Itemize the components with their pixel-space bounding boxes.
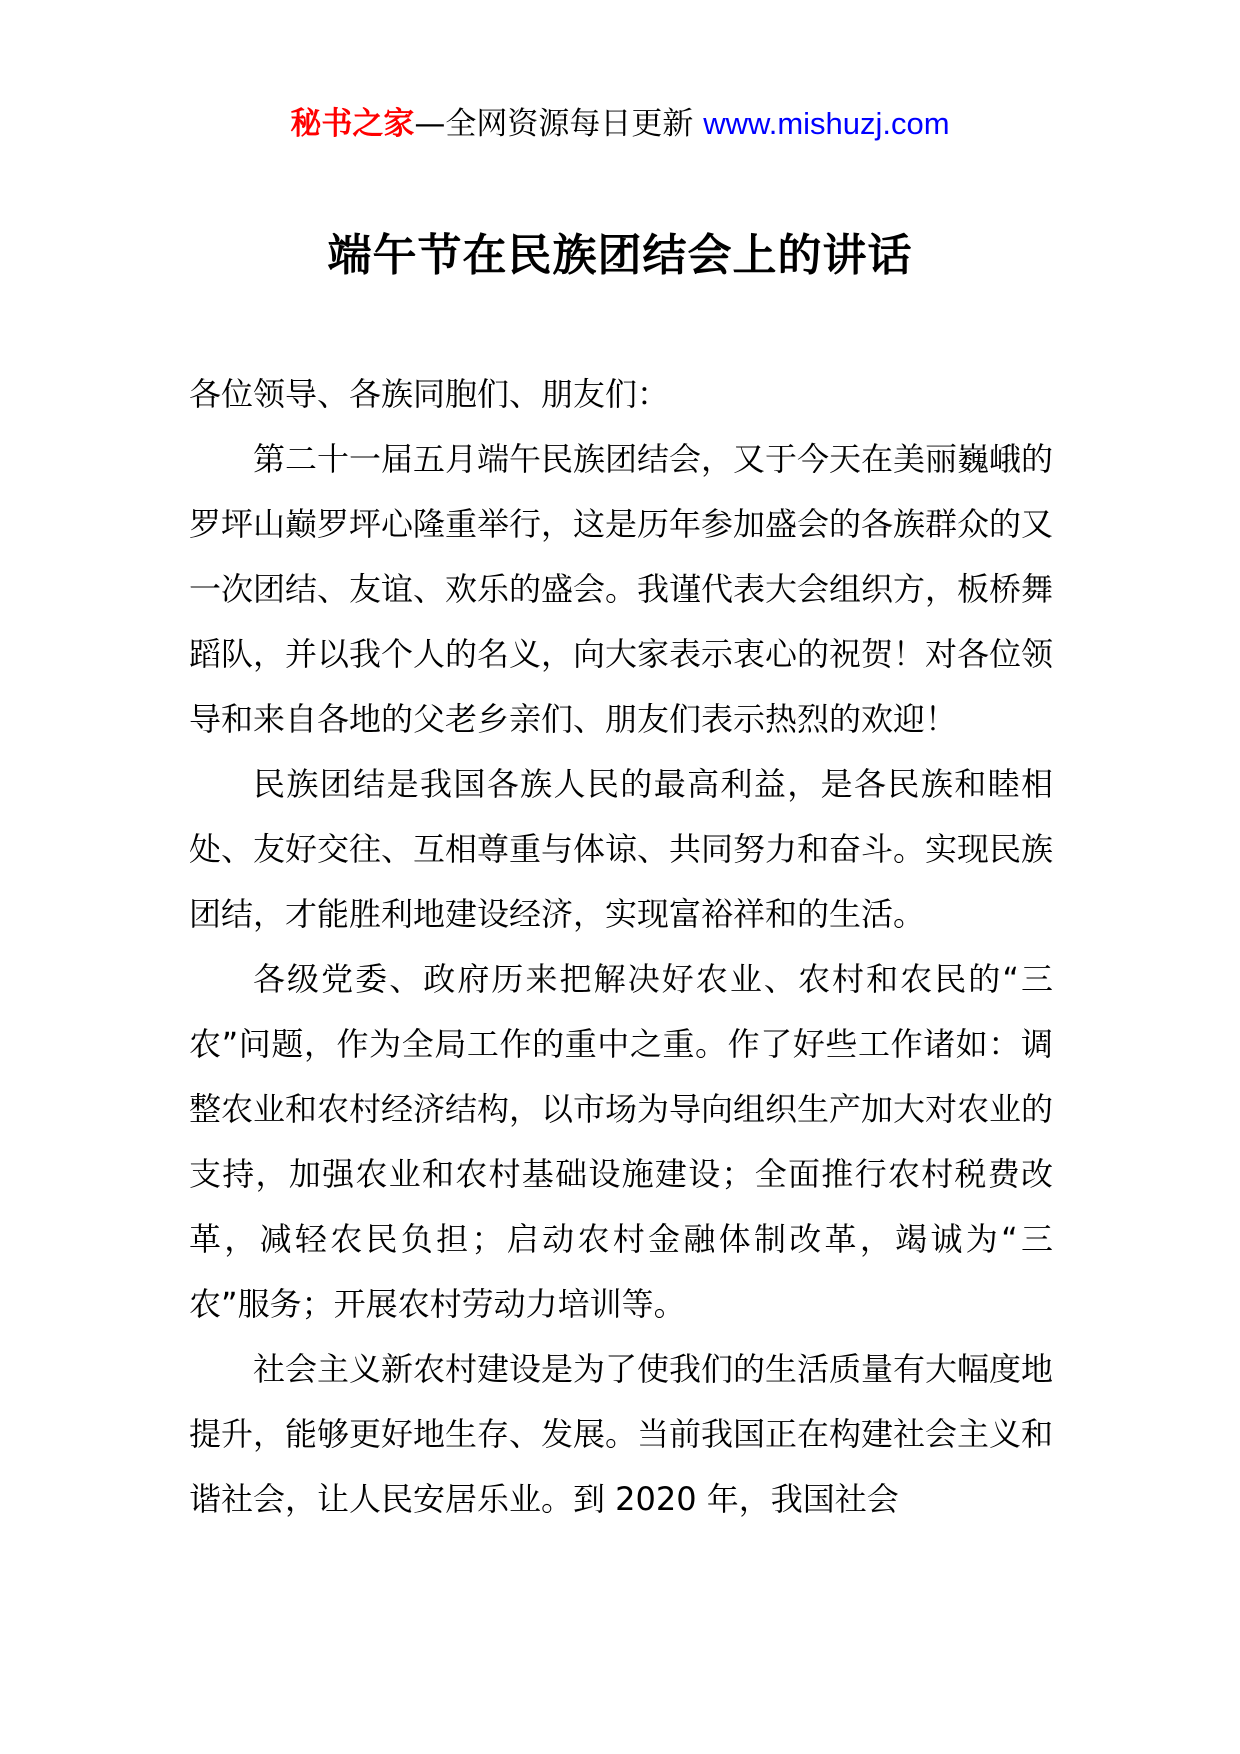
site-brand: 秘书之家 [290, 106, 415, 142]
site-header [0, 100, 1240, 148]
site-tagline: —全网资源每日更新 [414, 106, 704, 142]
paragraph-1: 第二十一届五月端午民族团结会，又于今天在美丽巍峨的罗坪山巅罗坪心隆重举行，这是历年参加盛会的各族群众的又一次团结、友谊、欢乐的盛会。我谨代表大会组织方，板桥舞蹈队，并以我个人的名义，向大家表示衷心的祝贺！对各位领导和来自各地的父老乡亲们、朋友们表示热烈的欢迎！ [189, 440, 1054, 738]
paragraph-3: 各级党委、政府历来把解决好农业、农村和农民的“三农”问题，作为全局工作的重中之重。作了好些工作诸如：调整农业和农村经济结构，以市场为导向组织生产加大对农业的支持，加强农业和农村基础设施建设；全面推行农村税费改革，减轻农民负担；启动农村金融体制改革，竭诚为“三农”服务；开展农村劳动力培训等。 [189, 960, 1054, 1323]
paragraph-2: 民族团结是我国各族人民的最高利益，是各民族和睦相处、友好交往、互相尊重与体谅、共同努力和奋斗。实现民族团结，才能胜利地建设经济，实现富裕祥和的生活。 [189, 765, 1054, 933]
speech-body [189, 362, 1053, 1532]
document-title: 端午节在民族团结会上的讲话 [327, 230, 913, 281]
paragraph-4: 社会主义新农村建设是为了使我们的生活质量有大幅度地提升，能够更好地生存、发展。当前我国正在构建社会主义和谐社会，让人民安居乐业。到 2020 年，我国社会 [189, 1350, 1054, 1518]
site-url-link[interactable]: www.mishuzj.com [703, 106, 950, 141]
salutation: 各位领导、各族同胞们、朋友们： [189, 375, 670, 413]
